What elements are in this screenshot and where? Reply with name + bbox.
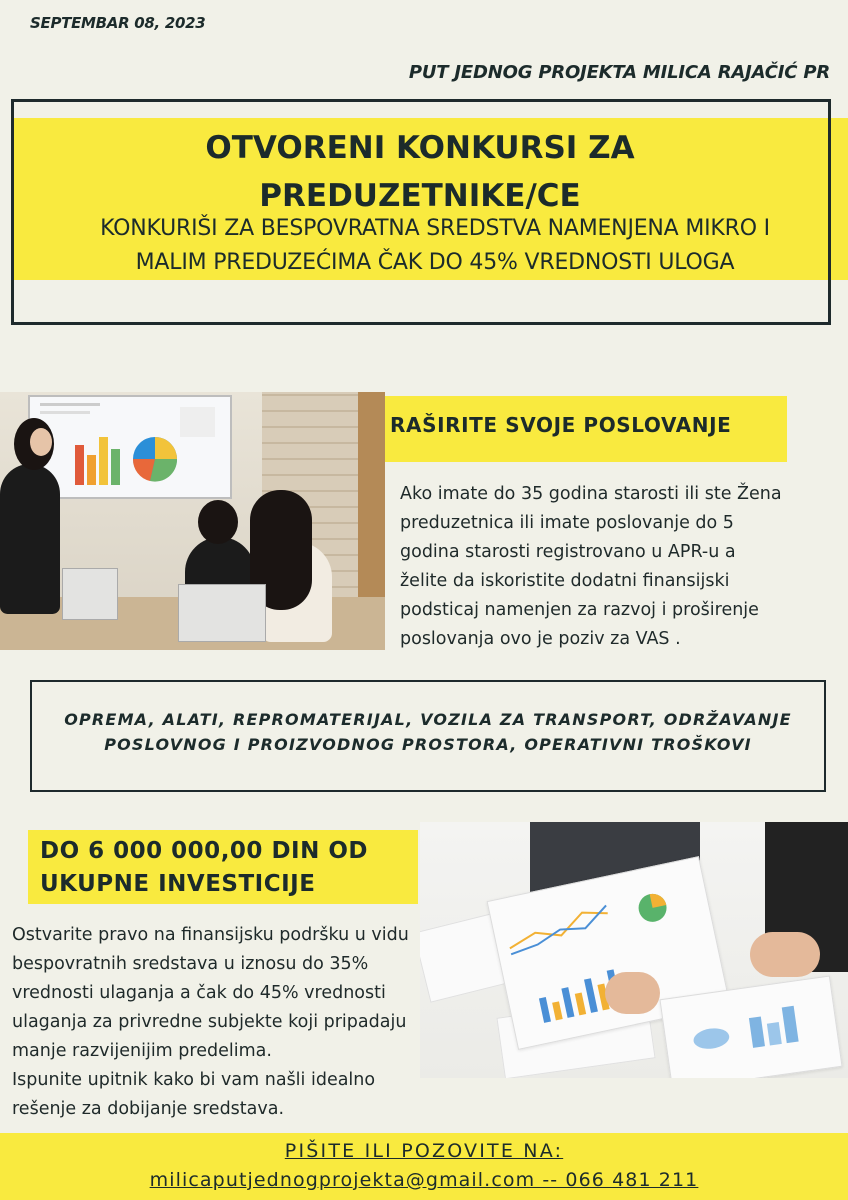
- items-line: POSLOVNOG I PROIZVODNOG PROSTORA, OPERATIVNI TROŠKOVI: [104, 735, 752, 754]
- presenter-figure: [0, 464, 60, 614]
- paragraph-line: podsticaj namenjen za razvoj i proširenje: [400, 600, 759, 620]
- expand-heading: RAŠIRITE SVOJE POSLOVANJE: [390, 413, 732, 437]
- funding-amount-heading: [40, 835, 368, 901]
- paragraph-line: poslovanja ovo je poziv za VAS .: [400, 629, 681, 649]
- contact-email-phone[interactable]: milicaputjednogprojekta@gmail.com -- 066 481 211: [149, 1169, 699, 1191]
- paragraph-line: godina starosti registrovano u APR-u a: [400, 542, 736, 562]
- paragraph-line: želite da iskoristite dodatni finansijski: [400, 571, 730, 591]
- funding-paragraph: [12, 921, 432, 1124]
- hero-title-line: OTVORENI KONKURSI ZA: [205, 130, 635, 166]
- screen-charts-graphic: [30, 397, 230, 497]
- company-name: PUT JEDNOG PROJEKTA MILICA RAJAČIĆ PR: [408, 62, 830, 83]
- hero-subtitle-line: KONKURIŠI ZA BESPOVRATNA SREDSTVA NAMENJENA MIKRO I: [100, 216, 770, 241]
- expand-paragraph: [400, 480, 820, 654]
- paragraph-line: Ostvarite pravo na finansijsku podršku u vidu: [12, 925, 409, 945]
- paragraph-line: rešenje za dobijanje sredstava.: [12, 1099, 285, 1119]
- presentation-screen: [28, 395, 232, 499]
- paragraph-line: Ispunite upitnik kako bi vam našli idealno: [12, 1070, 376, 1090]
- paragraph-line: preduzetnica ili imate poslovanje do 5: [400, 513, 734, 533]
- hand: [750, 932, 820, 977]
- paragraph-line: ulaganja za privredne subjekte koji pripadaju: [12, 1012, 407, 1032]
- paragraph-line: bespovratnih sredstava u iznosu do 35%: [12, 954, 369, 974]
- amount-line: UKUPNE INVESTICIJE: [40, 871, 316, 897]
- paragraph-line: Ako imate do 35 godina starosti ili ste Žena: [400, 484, 782, 504]
- paragraph-line: vrednosti ulaganja a čak do 45% vrednosti: [12, 983, 386, 1003]
- amount-line: DO 6 000 000,00 DIN OD: [40, 838, 368, 864]
- document-date: SEPTEMBAR 08, 2023: [30, 14, 206, 32]
- hero-subtitle: [22, 212, 848, 280]
- items-line: OPREMA, ALATI, REPROMATERIJAL, VOZILA ZA TRANSPORT, ODRŽAVANJE: [64, 710, 792, 729]
- hero-title: [60, 124, 780, 220]
- hero-title-line: PREDUZETNIKE/CE: [259, 178, 581, 214]
- eligible-items-list: [40, 707, 816, 757]
- documents-photo: [420, 822, 848, 1078]
- paragraph-line: manje razvijenijim predelima.: [12, 1041, 272, 1061]
- presentation-photo: [0, 392, 385, 650]
- laptop: [178, 584, 266, 642]
- contact-heading: PIŠITE ILI POZOVITE NA:: [284, 1140, 564, 1162]
- hero-subtitle-line: MALIM PREDUZEĆIMA ČAK DO 45% VREDNOSTI ULOGA: [135, 250, 735, 275]
